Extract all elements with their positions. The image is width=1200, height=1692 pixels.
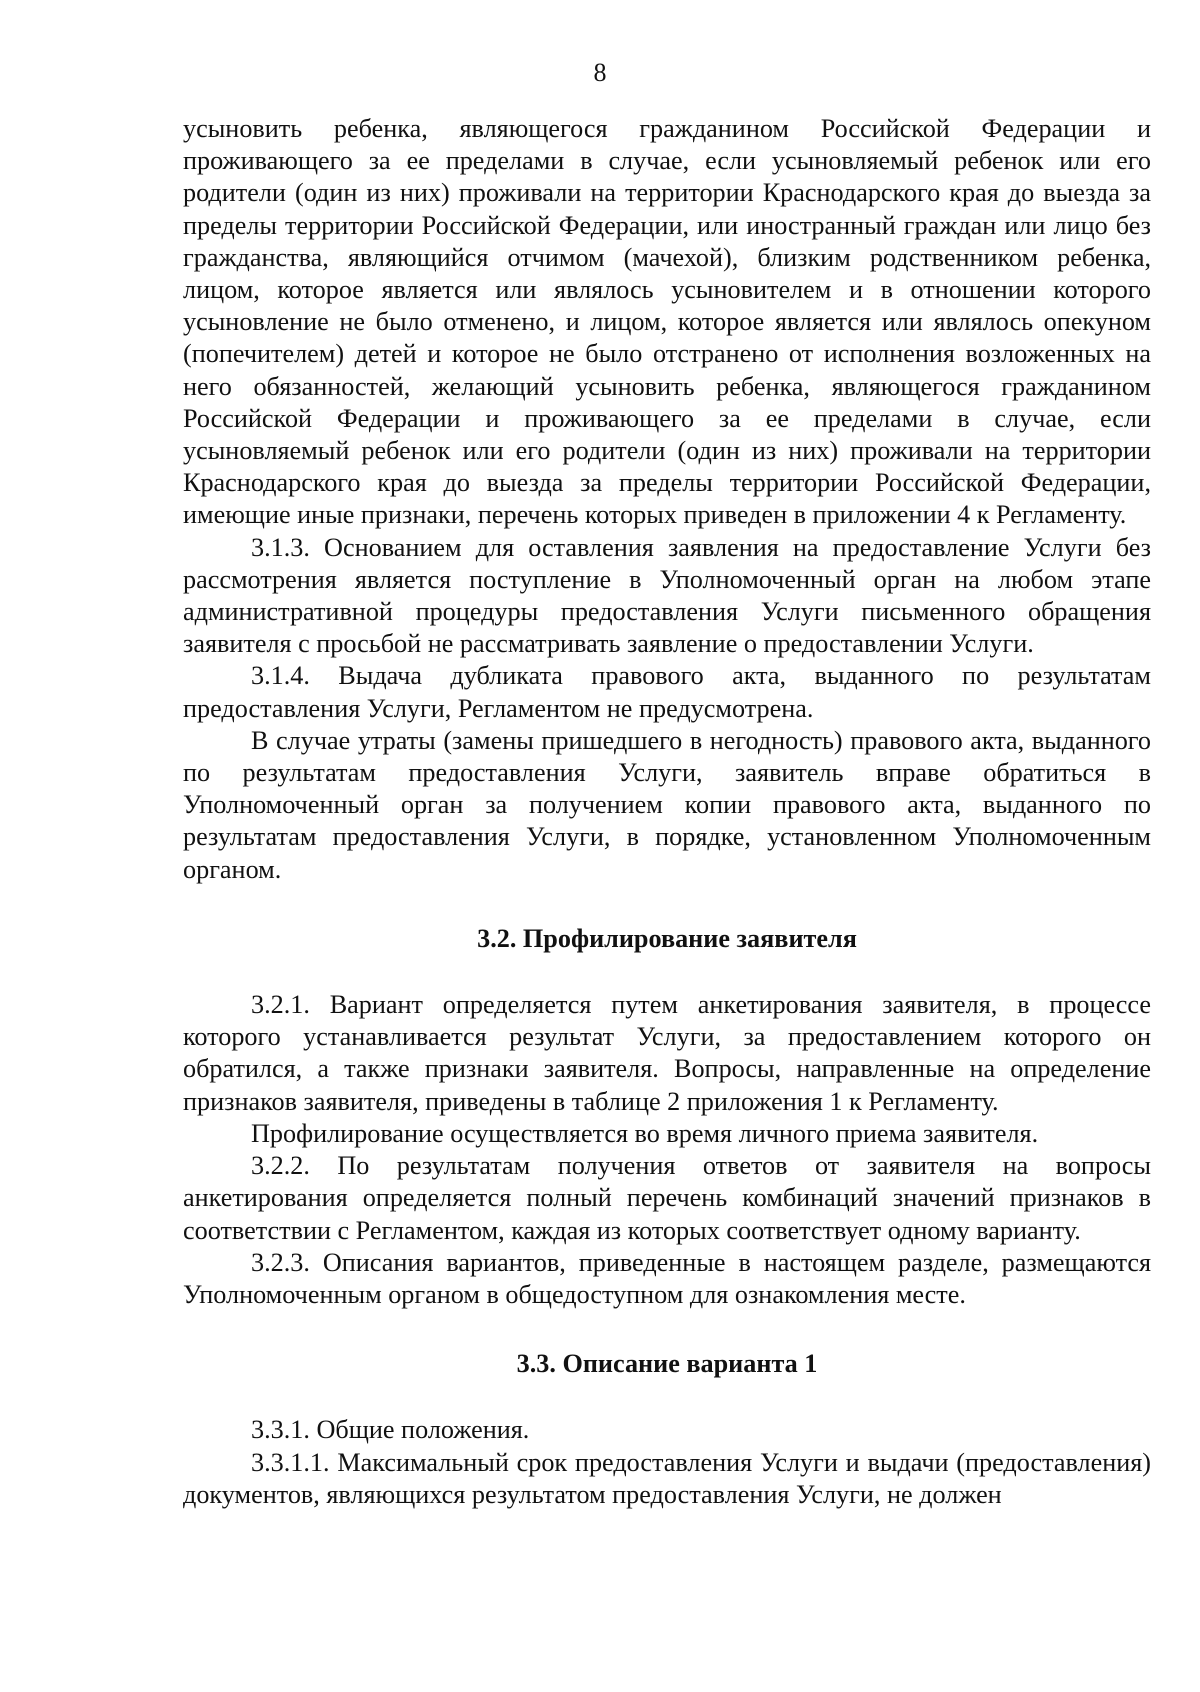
section-spacer [183, 886, 1151, 923]
paragraph-profiling: Профилирование осуществляется во время личного приема заявителя. [251, 1118, 1039, 1148]
paragraph-loss-of-act: В случае утраты (замены пришедшего в негодность) правового акта, выданного по результатам предоставления Услуги, заявитель вправе обратиться в Уполномоченный орган за получением копии правового акта, выданного по результатам предоставления Услуги, в порядке, установленном Уполномоченным органом. [183, 725, 1151, 884]
document-body [183, 113, 1151, 1511]
paragraph-continuation: усыновить ребенка, являющегося гражданином Российской Федерации и проживающего за ее пределами в случае, если усыновляемый ребенок или его родители (один из них) проживали на территории Краснодарского края до выезда за пределы территории Российской Федерации, или иностранный граждан или лицо без гражданства, являющийся отчимом (мачехой), близким родственником ребенка, лицом, которое является или являлось усыновителем и в отношении которого усыновление не было отменено, и лицом, которое является или являлось опекуном (попечителем) детей и которое не было отстранено от исполнения возложенных на него обязанностей, желающий усыновить ребенка, являющегося гражданином Российской Федерации и проживающего за ее пределами в случае, если усыновляемый ребенок или его родители (один из них) проживали на территории Краснодарского края до выезда за пределы территории Российской Федерации, имеющие иные признаки, перечень которых приведен в приложении 4 к Регламенту. [183, 114, 1151, 530]
page-number: 8 [593, 58, 607, 87]
section-spacer [183, 1380, 1151, 1414]
section-spacer [183, 955, 1151, 989]
paragraph-3-3-1-1: 3.3.1.1. Максимальный срок предоставления Услуги и выдачи (предоставления) документов, являющихся результатом предоставления Услуги, не должен [183, 1447, 1151, 1509]
paragraph-3-1-3: 3.1.3. Основанием для оставления заявления на предоставление Услуги без рассмотрения является поступление в Уполномоченный орган на любом этапе административной процедуры предоставления Услуги письменного обращения заявителя с просьбой не рассматривать заявление о предоставлении Услуги. [183, 532, 1151, 659]
section-title-3-2: 3.2. Профилирование заявителя [477, 923, 857, 953]
section-spacer [183, 1311, 1151, 1348]
paragraph-3-2-1: 3.2.1. Вариант определяется путем анкетирования заявителя, в процессе которого устанавливается результат Услуги, за предоставлением которого он обратился, а также признаки заявителя. Вопросы, направленные на определение признаков заявителя, приведены в таблице 2 приложения 1 к Регламенту. [183, 990, 1151, 1116]
paragraph-3-3-1: 3.3.1. Общие положения. [251, 1415, 530, 1445]
paragraph-3-2-3: 3.2.3. Описания вариантов, приведенные в настоящем разделе, размещаются Уполномоченным органом в общедоступном для ознакомления месте. [183, 1247, 1151, 1309]
paragraph-3-2-2: 3.2.2. По результатам получения ответов от заявителя на вопросы анкетирования определяется полный перечень комбинаций значений признаков в соответствии с Регламентом, каждая из которых соответствует одному варианту. [183, 1151, 1151, 1245]
paragraph-3-1-4: 3.1.4. Выдача дубликата правового акта, выданного по результатам предоставления Услуги, Регламентом не предусмотрена. [183, 661, 1151, 723]
section-title-3-3: 3.3. Описание варианта 1 [516, 1349, 818, 1379]
